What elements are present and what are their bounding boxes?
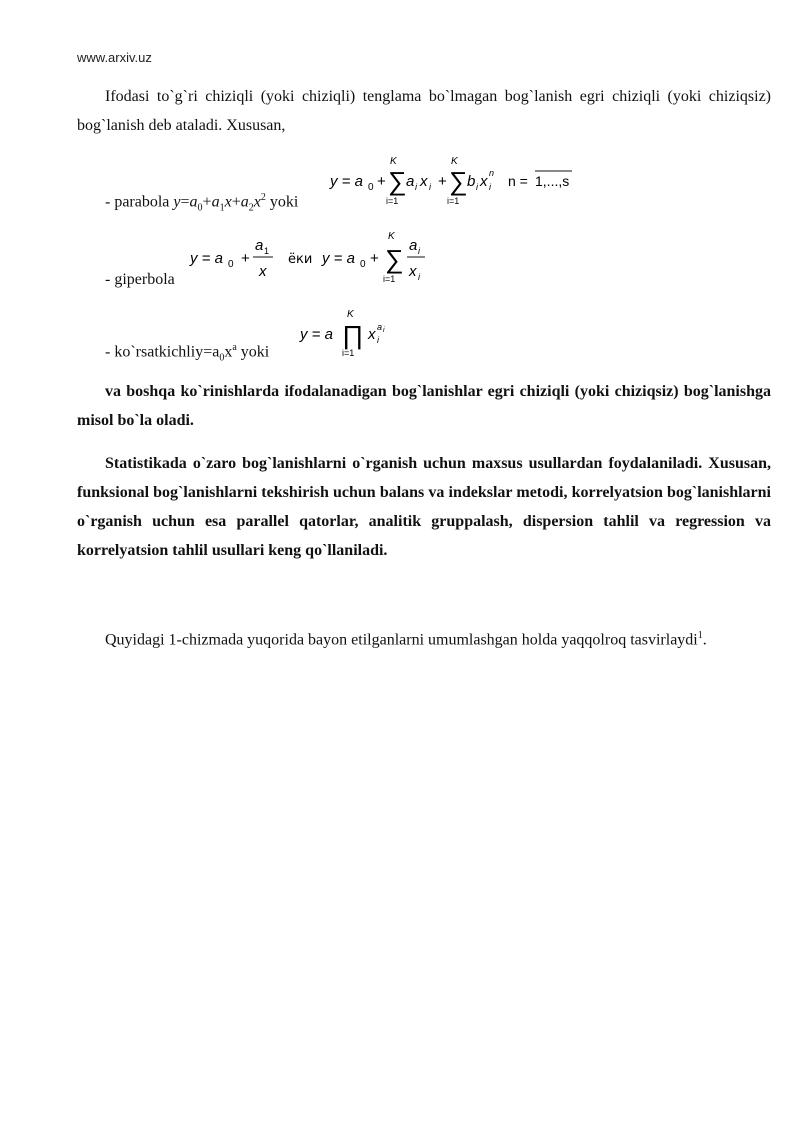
f3-base: x (368, 326, 376, 343)
svg-text:i: i (489, 182, 491, 192)
f2-lhs: y = a (190, 250, 223, 267)
f3-lhs: y = a (300, 326, 333, 343)
svg-text:+: + (438, 173, 447, 190)
site-url[interactable]: www.arxiv.uz (77, 50, 152, 65)
f1-pow: n (489, 168, 495, 178)
f1-term2b: x (480, 173, 488, 190)
paragraph-methods: Statistikada o`zaro bog`lanishlarni o`rganish uchun maxsus usullardan foydalaniladi. Xususan, funksional bog`lanishlarni tekshirish uchun balans va indekslar metodi, korrelyatsion bog`lanishlarni o`rganish uchun esa parallel qatorlar, analitik gruppalash, dispersion tahlil va regression va korrelyatsion tahlil usullari keng qo`llaniladi. (77, 455, 771, 559)
f2-ekn: ёки (288, 252, 313, 267)
f3-i: i=1 (342, 348, 355, 358)
item-giperbola: - giperbola (105, 271, 175, 288)
svg-text:i: i (377, 335, 379, 345)
svg-text:∑: ∑ (449, 166, 468, 196)
formula-hyperbola (190, 226, 450, 286)
f1-range-left: n = (508, 173, 528, 189)
f1-term1: a (406, 173, 415, 190)
f1-i1: i=1 (386, 196, 399, 206)
item-korsatkichli: - $ko`rsatkichliy=a_0x^a$ yoki (105, 342, 270, 364)
paragraph-example: va boshqa ko`rinishlarda ifodalanadigan bog`lanishlar egri chiziqli (yoki chiziqsiz) bog`lanishga misol bo`la oladi. (77, 383, 771, 429)
svg-text:i: i (418, 246, 420, 256)
paragraph-chart-intro: Quyidagi 1-chizmada yuqorida bayon etilganlarni umumlashgan holda yaqqolroq tasvirlaydi$^1$. (105, 630, 707, 649)
f2-num2: a (409, 237, 418, 254)
f1-k2: K (451, 156, 458, 167)
svg-text:0: 0 (360, 259, 366, 270)
svg-text:i: i (415, 182, 417, 192)
footnote-ref[interactable]: 1 (697, 630, 703, 641)
svg-text:+: + (241, 250, 250, 267)
f2-den: x (259, 263, 267, 280)
f3-k: K (347, 309, 354, 320)
f1-range-right: 1,...,s (535, 173, 570, 189)
svg-text:1: 1 (264, 246, 270, 256)
f2-den2: x (409, 263, 417, 280)
formula-product (300, 306, 400, 358)
f2-i: i=1 (383, 274, 396, 284)
svg-text:+: + (377, 173, 386, 190)
f1-term1b: x (420, 173, 428, 190)
f1-term2: b (467, 173, 476, 190)
svg-text:i: i (418, 272, 420, 282)
f3-exp: a (377, 322, 383, 332)
svg-text:∑: ∑ (385, 244, 404, 274)
formula-sum (330, 152, 590, 208)
f1-k1: K (390, 156, 397, 167)
item-parabola: - parabola $y=a_0+a_1x+a_2x^2$ yoki (105, 192, 299, 214)
svg-text:0: 0 (368, 182, 374, 193)
svg-text:∏: ∏ (342, 320, 364, 350)
f2-num: a (255, 237, 264, 254)
f1-i2: i=1 (447, 196, 460, 206)
f1-lhs: y = a (330, 173, 363, 190)
svg-text:+: + (370, 250, 379, 267)
svg-text:i: i (383, 327, 385, 334)
f2-k: K (388, 231, 395, 242)
svg-text:0: 0 (228, 259, 234, 270)
svg-text:i: i (476, 182, 478, 192)
f2-lhs2: y = a (322, 250, 355, 267)
svg-text:∑: ∑ (388, 166, 407, 196)
paragraph-definition: Ifodasi to`g`ri chiziqli (yoki chiziqli) tenglama bo`lmagan bog`lanish egri chiziqli (yoki chiziqsiz) bog`lanish deb ataladi. Xususan, (77, 88, 771, 134)
svg-text:i: i (429, 182, 431, 192)
